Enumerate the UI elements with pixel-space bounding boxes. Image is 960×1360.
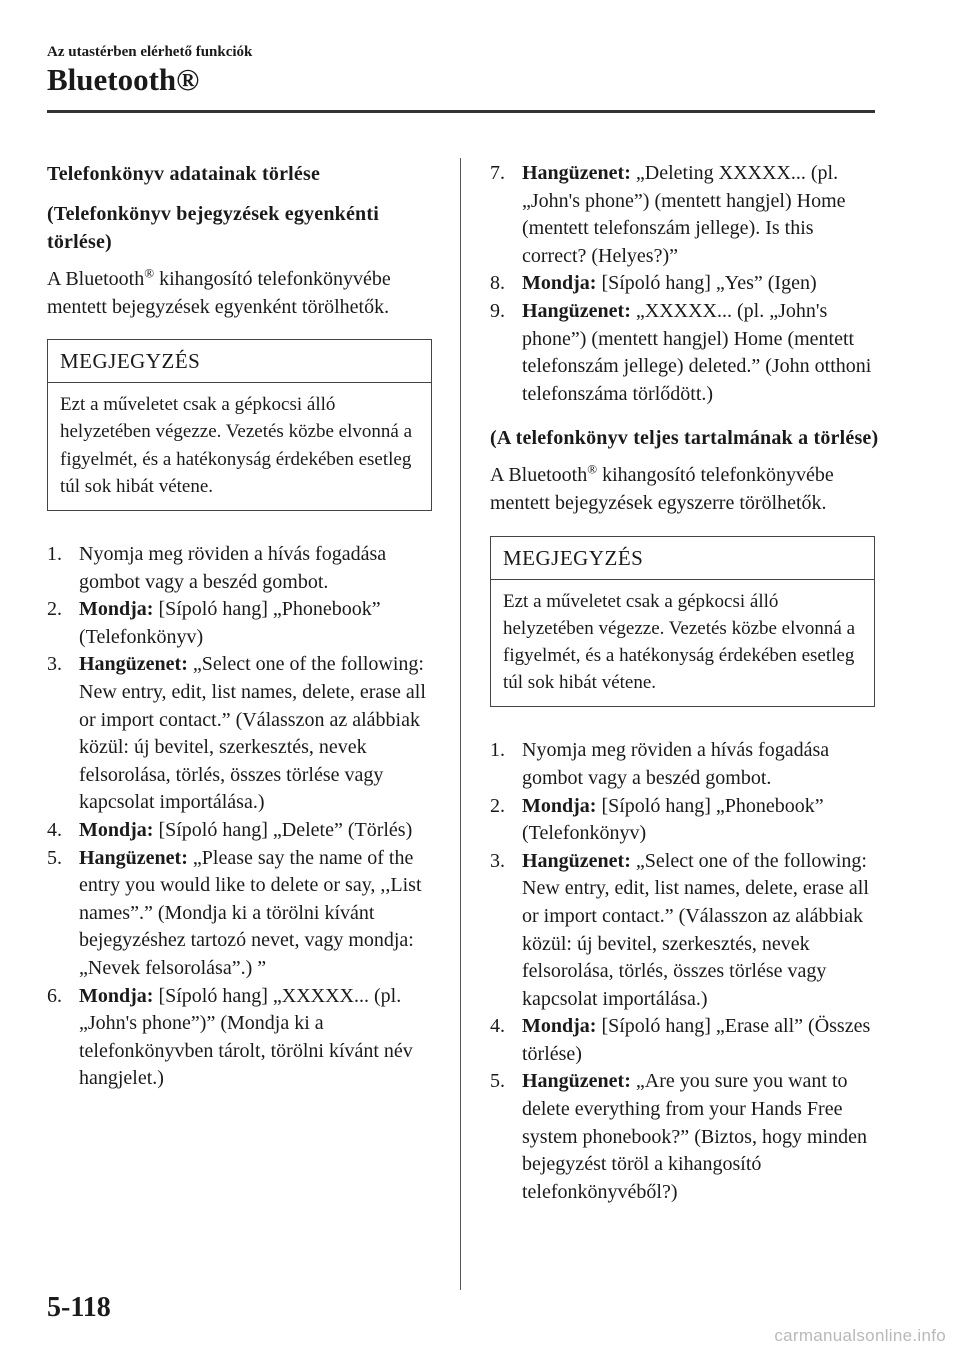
step-body: „Are you sure you want to delete everything from your Hands Free system phonebook?” (Biztos, hogy minden bejegyzést töröl a kihangosító telefonkönyvéből?)	[522, 1070, 867, 1203]
step-text	[522, 298, 880, 408]
step-label: Hangüzenet:	[79, 653, 188, 676]
note-title: MEGJEGYZÉS	[48, 340, 431, 383]
subsection-heading: (Telefonkönyv bejegyzések egyenkénti törlése)	[47, 203, 379, 253]
intro-paragraph	[47, 266, 437, 321]
step-body: [Sípoló hang] „XXXXX... (pl. „John's phone”)” (Mondja ki a telefonkönyvben tárolt, törölni kívánt név hangjelet.)	[79, 984, 413, 1090]
header-rule	[47, 110, 875, 113]
steps-list	[47, 541, 437, 1093]
step-body: „Select one of the following: New entry, edit, list names, delete, erase all or import contact.” (Válasszon az alábbiak közül: új bevitel, szerkesztés, nevek felsorolása, törlés, összes törlése vagy kapcsolat importálása.)	[522, 849, 869, 1010]
step-body: [Sípoló hang] „Phonebook” (Telefonkönyv)	[79, 598, 381, 648]
step-number: 1.	[47, 543, 62, 565]
column-divider	[460, 158, 461, 1290]
step-label: Hangüzenet:	[522, 1070, 631, 1093]
step-label: Mondja:	[522, 272, 597, 295]
step-number: 1.	[490, 739, 505, 762]
step-number: 2.	[47, 598, 62, 621]
step-text	[79, 541, 437, 596]
step-number: 9.	[490, 299, 505, 322]
step-item	[490, 298, 880, 408]
step-label: Hangüzenet:	[79, 846, 188, 869]
intro-text-pre: A Bluetooth	[490, 464, 588, 487]
step-item	[47, 845, 437, 983]
step-text	[79, 596, 437, 651]
steps-list	[490, 737, 880, 1206]
step-body: [Sípoló hang] „Delete” (Törlés)	[153, 818, 413, 841]
step-label: Mondja:	[79, 598, 154, 621]
step-body: „XXXXX... (pl. „John's phone”) (mentett hangjel) Home (mentett telefonszám jellege) deleted.” (John otthoni telefonszáma törlődött.)	[522, 299, 872, 405]
step-number: 4.	[490, 1015, 505, 1038]
step-number: 7.	[490, 162, 505, 184]
step-number: 3.	[490, 849, 505, 872]
step-label: Hangüzenet:	[522, 162, 631, 184]
step-item	[490, 737, 880, 792]
intro-paragraph	[490, 462, 880, 517]
subsection-heading: (A telefonkönyv teljes tartalmának a törlése)	[490, 427, 879, 450]
step-text	[522, 793, 880, 848]
step-text	[522, 737, 880, 792]
step-body: „Please say the name of the entry you would like to delete or say, ,,List names”.” (Mondja ki a törölni kívánt bejegyzéshez tartozó nevet, vagy mondja: „Nevek felsorolása”.) ”	[79, 846, 422, 979]
intro-text-post: kihangosító telefonkönyvébe mentett bejegyzések egyenként törölhetők.	[47, 268, 391, 318]
step-number: 6.	[47, 984, 62, 1007]
step-body: Nyomja meg röviden a hívás fogadása gombot vagy a beszéd gombot.	[79, 543, 387, 593]
step-label: Hangüzenet:	[522, 299, 631, 322]
step-number: 2.	[490, 794, 505, 817]
step-number: 4.	[47, 818, 62, 841]
note-body: Ezt a műveletet csak a gépkocsi álló helyzetében végezze. Vezetés közbe elvonná a figyelmét, és a hatékonyság érdekében esetleg túl sok hibát vétene.	[60, 394, 413, 497]
step-item	[47, 983, 437, 1093]
watermark: carmanualsonline.info	[774, 1326, 946, 1345]
step-body: [Sípoló hang] „Yes” (Igen)	[596, 272, 817, 295]
step-label: Mondja:	[522, 794, 597, 817]
step-text	[522, 160, 880, 270]
note-box	[47, 339, 432, 511]
note-body: Ezt a műveletet csak a gépkocsi álló helyzetében végezze. Vezetés közbe elvonná a figyelmét, és a hatékonyság érdekében esetleg túl sok hibát vétene.	[503, 590, 856, 694]
note-title: MEGJEGYZÉS	[491, 537, 874, 580]
step-body: Nyomja meg röviden a hívás fogadása gombot vagy a beszéd gombot.	[522, 739, 830, 789]
step-text	[79, 983, 437, 1093]
step-label: Hangüzenet:	[522, 849, 631, 872]
step-label: Mondja:	[522, 1015, 597, 1038]
step-item	[47, 651, 437, 817]
step-item	[490, 848, 880, 1014]
page-title: Bluetooth®	[47, 62, 200, 97]
step-item	[47, 817, 437, 845]
section-heading: Telefonkönyv adatainak törlése	[47, 163, 321, 185]
registered-mark: ®	[587, 461, 598, 477]
step-item	[490, 793, 880, 848]
step-body: [Sípoló hang] „Phonebook” (Telefonkönyv)	[522, 794, 824, 845]
step-text	[522, 270, 880, 298]
step-number: 8.	[490, 272, 505, 295]
step-label: Mondja:	[79, 818, 154, 841]
step-item	[47, 596, 437, 651]
step-text	[522, 848, 880, 1014]
steps-list-continued	[490, 160, 880, 408]
left-column	[47, 160, 437, 1093]
step-body: „Select one of the following: New entry, edit, list names, delete, erase all or import contact.” (Válasszon az alábbiak közül: új bevitel, szerkesztés, nevek felsorolása, törlés, összes törlése vagy kapcsolat importálása.)	[79, 653, 426, 814]
step-body: [Sípoló hang] „Erase all” (Összes törlése)	[522, 1015, 871, 1065]
header-subtitle: Az utastérben elérhető funkciók	[47, 44, 253, 60]
page-number: 5-118	[47, 1292, 111, 1323]
intro-text-pre: A Bluetooth	[47, 268, 145, 290]
step-text	[79, 845, 437, 983]
step-text	[79, 651, 437, 817]
note-box	[490, 536, 875, 708]
step-number: 5.	[490, 1070, 505, 1093]
right-column	[490, 160, 880, 1206]
step-item	[490, 160, 880, 270]
step-item	[490, 270, 880, 298]
step-item	[490, 1013, 880, 1068]
step-body: „Deleting XXXXX... (pl. „John's phone”) (mentett hangjel) Home (mentett telefonszám jellege). Is this correct? (Helyes?)”	[522, 162, 846, 267]
step-number: 5.	[47, 846, 62, 869]
step-number: 3.	[47, 653, 62, 676]
step-text	[522, 1013, 880, 1068]
registered-mark: ®	[144, 265, 155, 281]
step-text	[79, 817, 437, 845]
step-text	[522, 1068, 880, 1206]
intro-text-post: kihangosító telefonkönyvébe mentett bejegyzések egyszerre törölhetők.	[490, 464, 834, 514]
step-label: Mondja:	[79, 984, 154, 1007]
step-item	[47, 541, 437, 596]
step-item	[490, 1068, 880, 1206]
